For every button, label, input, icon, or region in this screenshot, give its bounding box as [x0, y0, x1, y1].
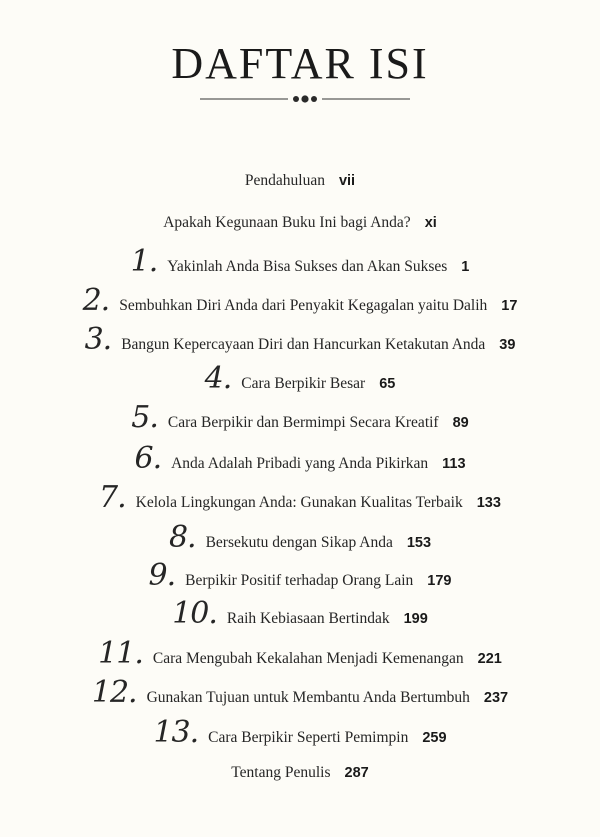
toc-entry-kegunaan[interactable]	[0, 214, 600, 232]
toc-entry-page: xi	[424, 215, 437, 231]
toc-entry-text: Bersekutu dengan Sikap Anda	[205, 534, 393, 551]
page-title: DAFTAR ISI	[171, 39, 429, 88]
title-divider-ornament	[200, 92, 410, 106]
toc-entry-text: Pendahuluan	[244, 172, 325, 189]
toc-entry-text: Yakinlah Anda Bisa Sukses dan Akan Sukses	[167, 258, 448, 275]
toc-entry-text: Raih Kebiasaan Bertindak	[226, 610, 390, 627]
toc-entry-page: 133	[476, 495, 501, 511]
chapter-number: 3.	[84, 322, 112, 357]
toc-entry-page: 65	[379, 376, 396, 392]
toc-entry-page: 1	[461, 259, 470, 275]
toc-entry-text: Apakah Kegunaan Buku Ini bagi Anda?	[163, 214, 411, 231]
toc-entry-page: 17	[501, 298, 518, 314]
toc-entry-chapter-1[interactable]	[0, 244, 600, 279]
toc-entry-chapter-6[interactable]	[0, 441, 600, 476]
chapter-number: 13.	[153, 715, 199, 750]
toc-entry-page: 89	[452, 415, 469, 431]
chapter-number: 8.	[168, 520, 196, 555]
toc-entry-text: Tentang Penulis	[231, 764, 331, 781]
toc-entry-chapter-3[interactable]	[0, 322, 600, 357]
toc-entry-text: Cara Berpikir Seperti Pemimpin	[208, 729, 409, 746]
toc-entry-text: Cara Mengubah Kekalahan Menjadi Kemenangan	[152, 650, 464, 667]
toc-entry-chapter-11[interactable]	[0, 636, 600, 671]
toc-entry-text: Berpikir Positif terhadap Orang Lain	[185, 572, 414, 589]
chapter-number: 7.	[99, 480, 126, 515]
chapter-number: 2.	[82, 283, 110, 318]
toc-entry-chapter-7[interactable]	[0, 480, 600, 515]
chapter-number: 11.	[98, 636, 143, 671]
toc-entry-chapter-12[interactable]	[0, 675, 600, 710]
chapter-number: 4.	[204, 361, 232, 396]
toc-entry-text: Anda Adalah Pribadi yang Anda Pikirkan	[171, 455, 429, 472]
toc-entry-text: Kelola Lingkungan Anda: Gunakan Kualitas Terbaik	[135, 494, 463, 511]
toc-entry-page: 221	[477, 651, 502, 667]
toc-entry-chapter-4[interactable]	[0, 361, 600, 396]
chapter-number: 9.	[148, 558, 176, 593]
toc-entry-chapter-8[interactable]	[0, 520, 600, 555]
toc-entry-text: Cara Berpikir Besar	[241, 375, 366, 392]
toc-entry-chapter-5[interactable]	[0, 400, 600, 435]
toc-entry-text: Gunakan Tujuan untuk Membantu Anda Bertumbuh	[146, 689, 470, 706]
toc-entry-page: 113	[442, 456, 466, 472]
chapter-number: 5.	[131, 400, 158, 435]
toc-entry-chapter-13[interactable]	[0, 715, 600, 750]
toc-entry-text: Bangun Kepercayaan Diri dan Hancurkan Ketakutan Anda	[121, 336, 486, 353]
toc-entry-text: Cara Berpikir dan Bermimpi Secara Kreatif	[167, 414, 439, 431]
toc-entry-page: vii	[338, 173, 356, 189]
toc-entry-chapter-2[interactable]	[0, 283, 600, 318]
toc-entry-page: 199	[403, 611, 428, 627]
toc-entry-page: 39	[499, 337, 516, 353]
toc-entry-pendahuluan[interactable]	[0, 172, 600, 190]
chapter-number: 12.	[91, 675, 137, 710]
toc-entry-chapter-9[interactable]	[0, 558, 600, 593]
toc-entry-page: 237	[483, 690, 509, 706]
chapter-number: 1.	[130, 244, 158, 279]
toc-entry-page: 153	[406, 535, 432, 551]
chapter-number: 6.	[134, 441, 162, 476]
toc-entry-page: 179	[427, 573, 452, 589]
toc-entry-page: 287	[344, 765, 369, 781]
toc-entry-chapter-10[interactable]	[0, 596, 600, 631]
toc-entry-page: 259	[422, 730, 447, 746]
toc-entry-tentang-penulis[interactable]	[0, 764, 600, 782]
chapter-number: 10.	[172, 596, 217, 631]
toc-entry-text: Sembuhkan Diri Anda dari Penyakit Kegagalan yaitu Dalih	[119, 297, 488, 314]
